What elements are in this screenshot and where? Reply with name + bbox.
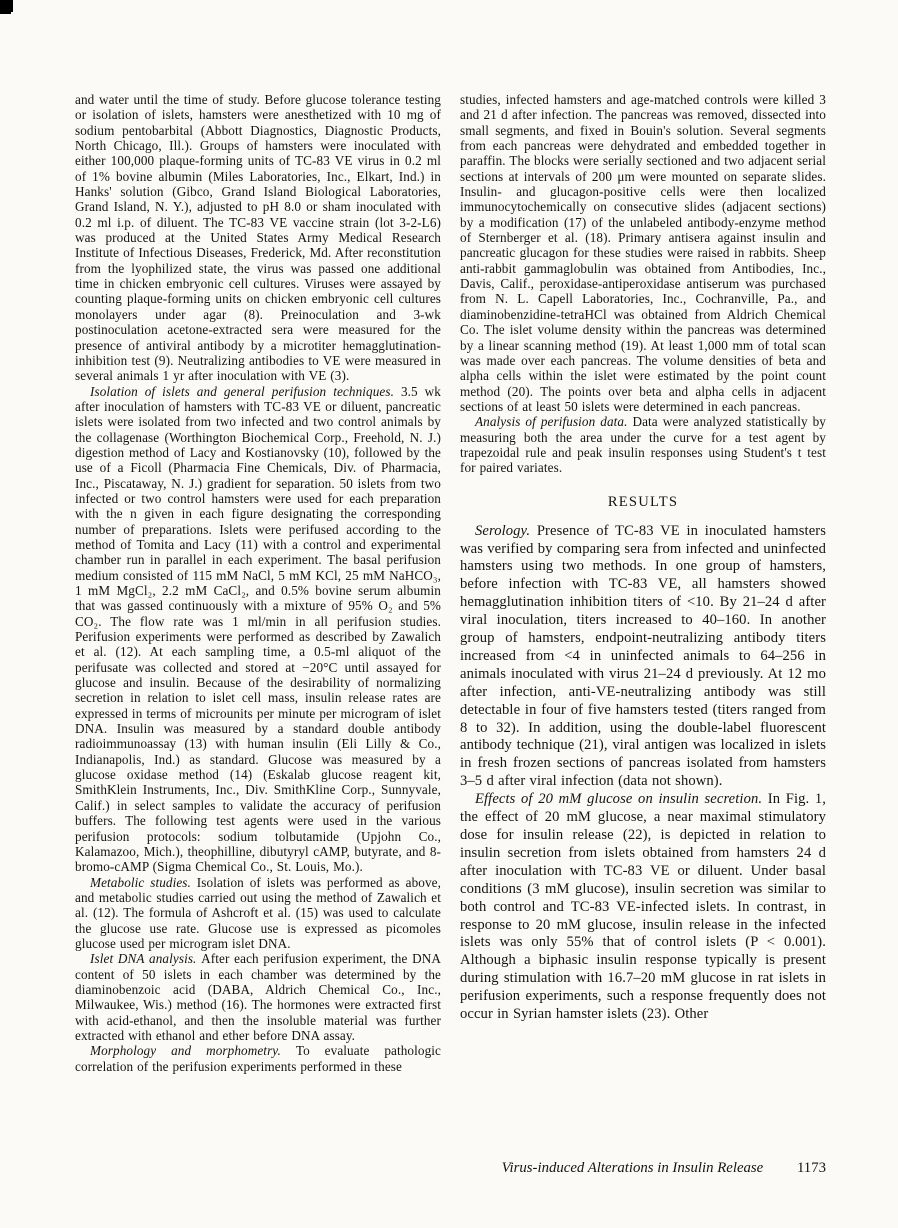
paragraph: Morphology and morphometry. To evaluate pathologic correlation of the perifusion experiments performed in these — [75, 1043, 441, 1074]
two-column-layout — [75, 92, 826, 1074]
right-column — [460, 92, 826, 1074]
left-column — [75, 92, 441, 1074]
paragraph: Serology. Presence of TC-83 VE in inoculated hamsters was verified by comparing sera from infected and uninfected hamsters using two methods. In one group of hamsters, before infection with TC-83 VE, all hamsters showed hemagglutination inhibition titers of <10. By 21–24 d after viral inoculation, titers increased to 40–160. In another group of hamsters, endpoint-neutralizing antibody titers increased from <4 in uninfected animals to 64–256 in animals inoculated with virus 21–24 d previously. At 12 mo after infection, anti-VE-neutralizing antibody was still detectable in four of five hamsters tested (titers ranged from 8 to 32). In addition, using the double-label fluorescent antibody technique (21), viral antigen was localized in islets in fresh frozen sections of pancreas isolated from hamsters 3–5 d after viral infection (data not shown). — [460, 522, 827, 790]
paragraph: Effects of 20 mM glucose on insulin secretion. In Fig. 1, the effect of 20 mM glucose, a near maximal stimulatory dose for insulin release (22), is depicted in relation to insulin secretion from islets obtained from hamsters 24 d after inoculation with TC-83 VE or diluent. Under basal conditions (3 mM glucose), insulin secretion was similar to both control and TC-83 VE-infected islets. In contrast, in response to 20 mM glucose, insulin release in the infected islets was only 55% that of control islets (P < 0.001). Although a biphasic insulin response typically is present during stimulation with 16.7–20 mM glucose in rat islets in perifusion experiments, such a response frequently does not occur in Syrian hamster islets (23). Other — [460, 791, 827, 1023]
paragraph-lead: Islet DNA analysis. — [90, 951, 202, 967]
paragraph: and water until the time of study. Before glucose tolerance testing or isolation of islets, hamsters were anesthetized with 10 mg of sodium pentobarbital (Abbott Diagnostics, Diagnostic Products, North Chicago, Ill.). Groups of hamsters were inoculated with either 100,000 plaque-forming units of TC-83 VE virus in 0.2 ml of 1% bovine albumin (Miles Laboratories, Inc., Elkart, Ind.) in Hanks' solution (Gibco, Grand Island Biological Laboratories, Grand Island, N. Y.), adjusted to pH 8.0 or sham inoculated with 0.2 ml i.p. of diluent. The TC-83 VE vaccine strain (lot 3-2-L6) was produced at the United States Army Medical Research Institute of Infectious Diseases, Frederick, Md. After reconstitution from the lyophilized state, the virus was passed one additional time in chicken embryonic cell cultures. Viruses were assayed by counting plaque-forming units on chicken embryonic cell cultures monolayers under agar (8). Preinoculation and 3-wk postinoculation acetone-extracted sera were measured for the presence of antiviral antibody by a microtiter hemagglutination-inhibition test (9). Neutralizing antibodies to VE were measured in several animals 1 yr after inoculation with VE (3). — [75, 92, 441, 384]
paragraph: Metabolic studies. Isolation of islets was performed as above, and metabolic studies carried out using the method of Zawalich et al. (12). The formula of Ashcroft et al. (15) was used to calculate the glucose use rate. Glucose use is expressed as picomoles glucose used per microgram islet DNA. — [75, 874, 442, 951]
page-number: 1173 — [796, 1160, 826, 1176]
section-heading-results: RESULTS — [607, 493, 679, 510]
page-body — [75, 92, 826, 1074]
paragraph-lead: Analysis of perifusion data. — [475, 414, 633, 430]
paragraph-lead: Metabolic studies. — [90, 874, 197, 890]
paragraph: Isolation of islets and general perifusion techniques. 3.5 wk after inoculation of hamsters with TC-83 VE or diluent, pancreatic islets were isolated from two infected and two control animals by the collagenase (Worthington Biochemical Corp., Freehold, N. J.) digestion method of Lacy and Kostianovsky (10), followed by the use of a Ficoll (Pharmacia Fine Chemicals, Div. of Pharmacia, Inc., Piscataway, N. J.) gradient for separation. 50 islets from two infected or two control hamsters were used for each preparation with the n given in each figure designating the corresponding number of preparations. Islets were perifused according to the method of Tomita and Lacy (11) with a control and experimental chamber run in parallel in each experiment. The basal perifusion medium consisted of 115 mM NaCl, 5 mM KCl, 25 mM NaHCO₃, 1 mM MgCl₂, 2.2 mM CaCl₂, and 0.5% bovine serum albumin that was gassed continuously with a mixture of 95% O₂ and 5% CO₂. The flow rate was 1 ml/min in all perifusion studies. Perifusion experiments were performed as described by Zawalich et al. (12). At each sampling time, a 0.5-ml aliquot of the perifusate was collected and stored at −20°C until assayed for glucose and insulin. Because of the desirability of normalizing secretion in relation to islet cell mass, insulin release rates are expressed in terms of microunits per minute per microgram of islet DNA. Insulin was measured by a standard double antibody radioimmunoassay (13) with human insulin (Eli Lilly & Co., Indianapolis, Ind.) as standard. Glucose was measured by a glucose oxidase method (14) (Eskalab glucose reagent kit, SmithKlein Instruments, Inc., Div. SmithKline Corp., Sunnyvale, Calif.) in select samples to validate the accuracy of perifusion buffers. The following test agents were used in the various perifusion protocols: sodium tolbutamide (Upjohn Co., Kalamazoo, Mich.), theophilline, dibutyryl cAMP, butyrate, and 8-bromo-cAMP (Sigma Chemical Co., St. Louis, Mo.). — [75, 383, 442, 875]
paragraph-lead: Morphology and morphometry. — [90, 1043, 296, 1059]
page-footer — [502, 1160, 826, 1177]
paragraph: studies, infected hamsters and age-matched controls were killed 3 and 21 d after infection. The pancreas was removed, dissected into small segments, and fixed in Bouin's solution. Several segments from each pancreas were dehydrated and embedded together in paraffin. The blocks were serially sectioned and two adjacent serial sections at intervals of 200 μm were mounted on separate slides. Insulin- and glucagon-positive cells were then localized immunocytochemically on consecutive slides (adjacent sections) by a modification (17) of the unlabeled antibody-enzyme method of Sternberger et al. (18). Primary antisera against insulin and pancreatic glucagon for these studies were raised in rabbits. Sheep anti-rabbit gammaglobulin was obtained from Antibodies, Inc., Davis, Calif., peroxidase-antiperoxidase antiserum was purchased from N. L. Capell Laboratories, Inc., Cochranville, Pa., and diaminobenzidine-tetraHCl was obtained from Aldrich Chemical Co. The islet volume density within the pancreas was determined by a linear scanning method (19). At least 1,000 mm of total scan was made over each pancreas. The volume densities of beta and alpha cells within the islet were estimated by the point count method (20). The points over beta and alpha cells in adjacent sections of at least 50 islets were determined in each pancreas. — [460, 92, 827, 414]
running-title: Virus-induced Alterations in Insulin Release — [501, 1160, 764, 1176]
scan-artifact — [0, 0, 13, 12]
paragraph: Analysis of perifusion data. Data were analyzed statistically by measuring both the area under the curve for a test agent by trapezoidal rule and peak insulin responses using Student's t test for paired variates. — [460, 414, 826, 476]
paragraph: Islet DNA analysis. After each perifusion experiment, the DNA content of 50 islets in each chamber was determined by the diaminobenzoic acid (DABA, Aldrich Chemical Co., Inc., Milwaukee, Wis.) method (16). The hormones were extracted first with acid-ethanol, and then the insoluble material was further extracted with ethanol and ether before DNA assay. — [75, 951, 441, 1043]
paragraph-lead: Effects of 20 mM glucose on insulin secretion. — [475, 791, 768, 808]
paragraph-lead: Serology. — [475, 522, 537, 539]
paragraph-lead: Isolation of islets and general perifusion techniques. — [90, 383, 401, 399]
